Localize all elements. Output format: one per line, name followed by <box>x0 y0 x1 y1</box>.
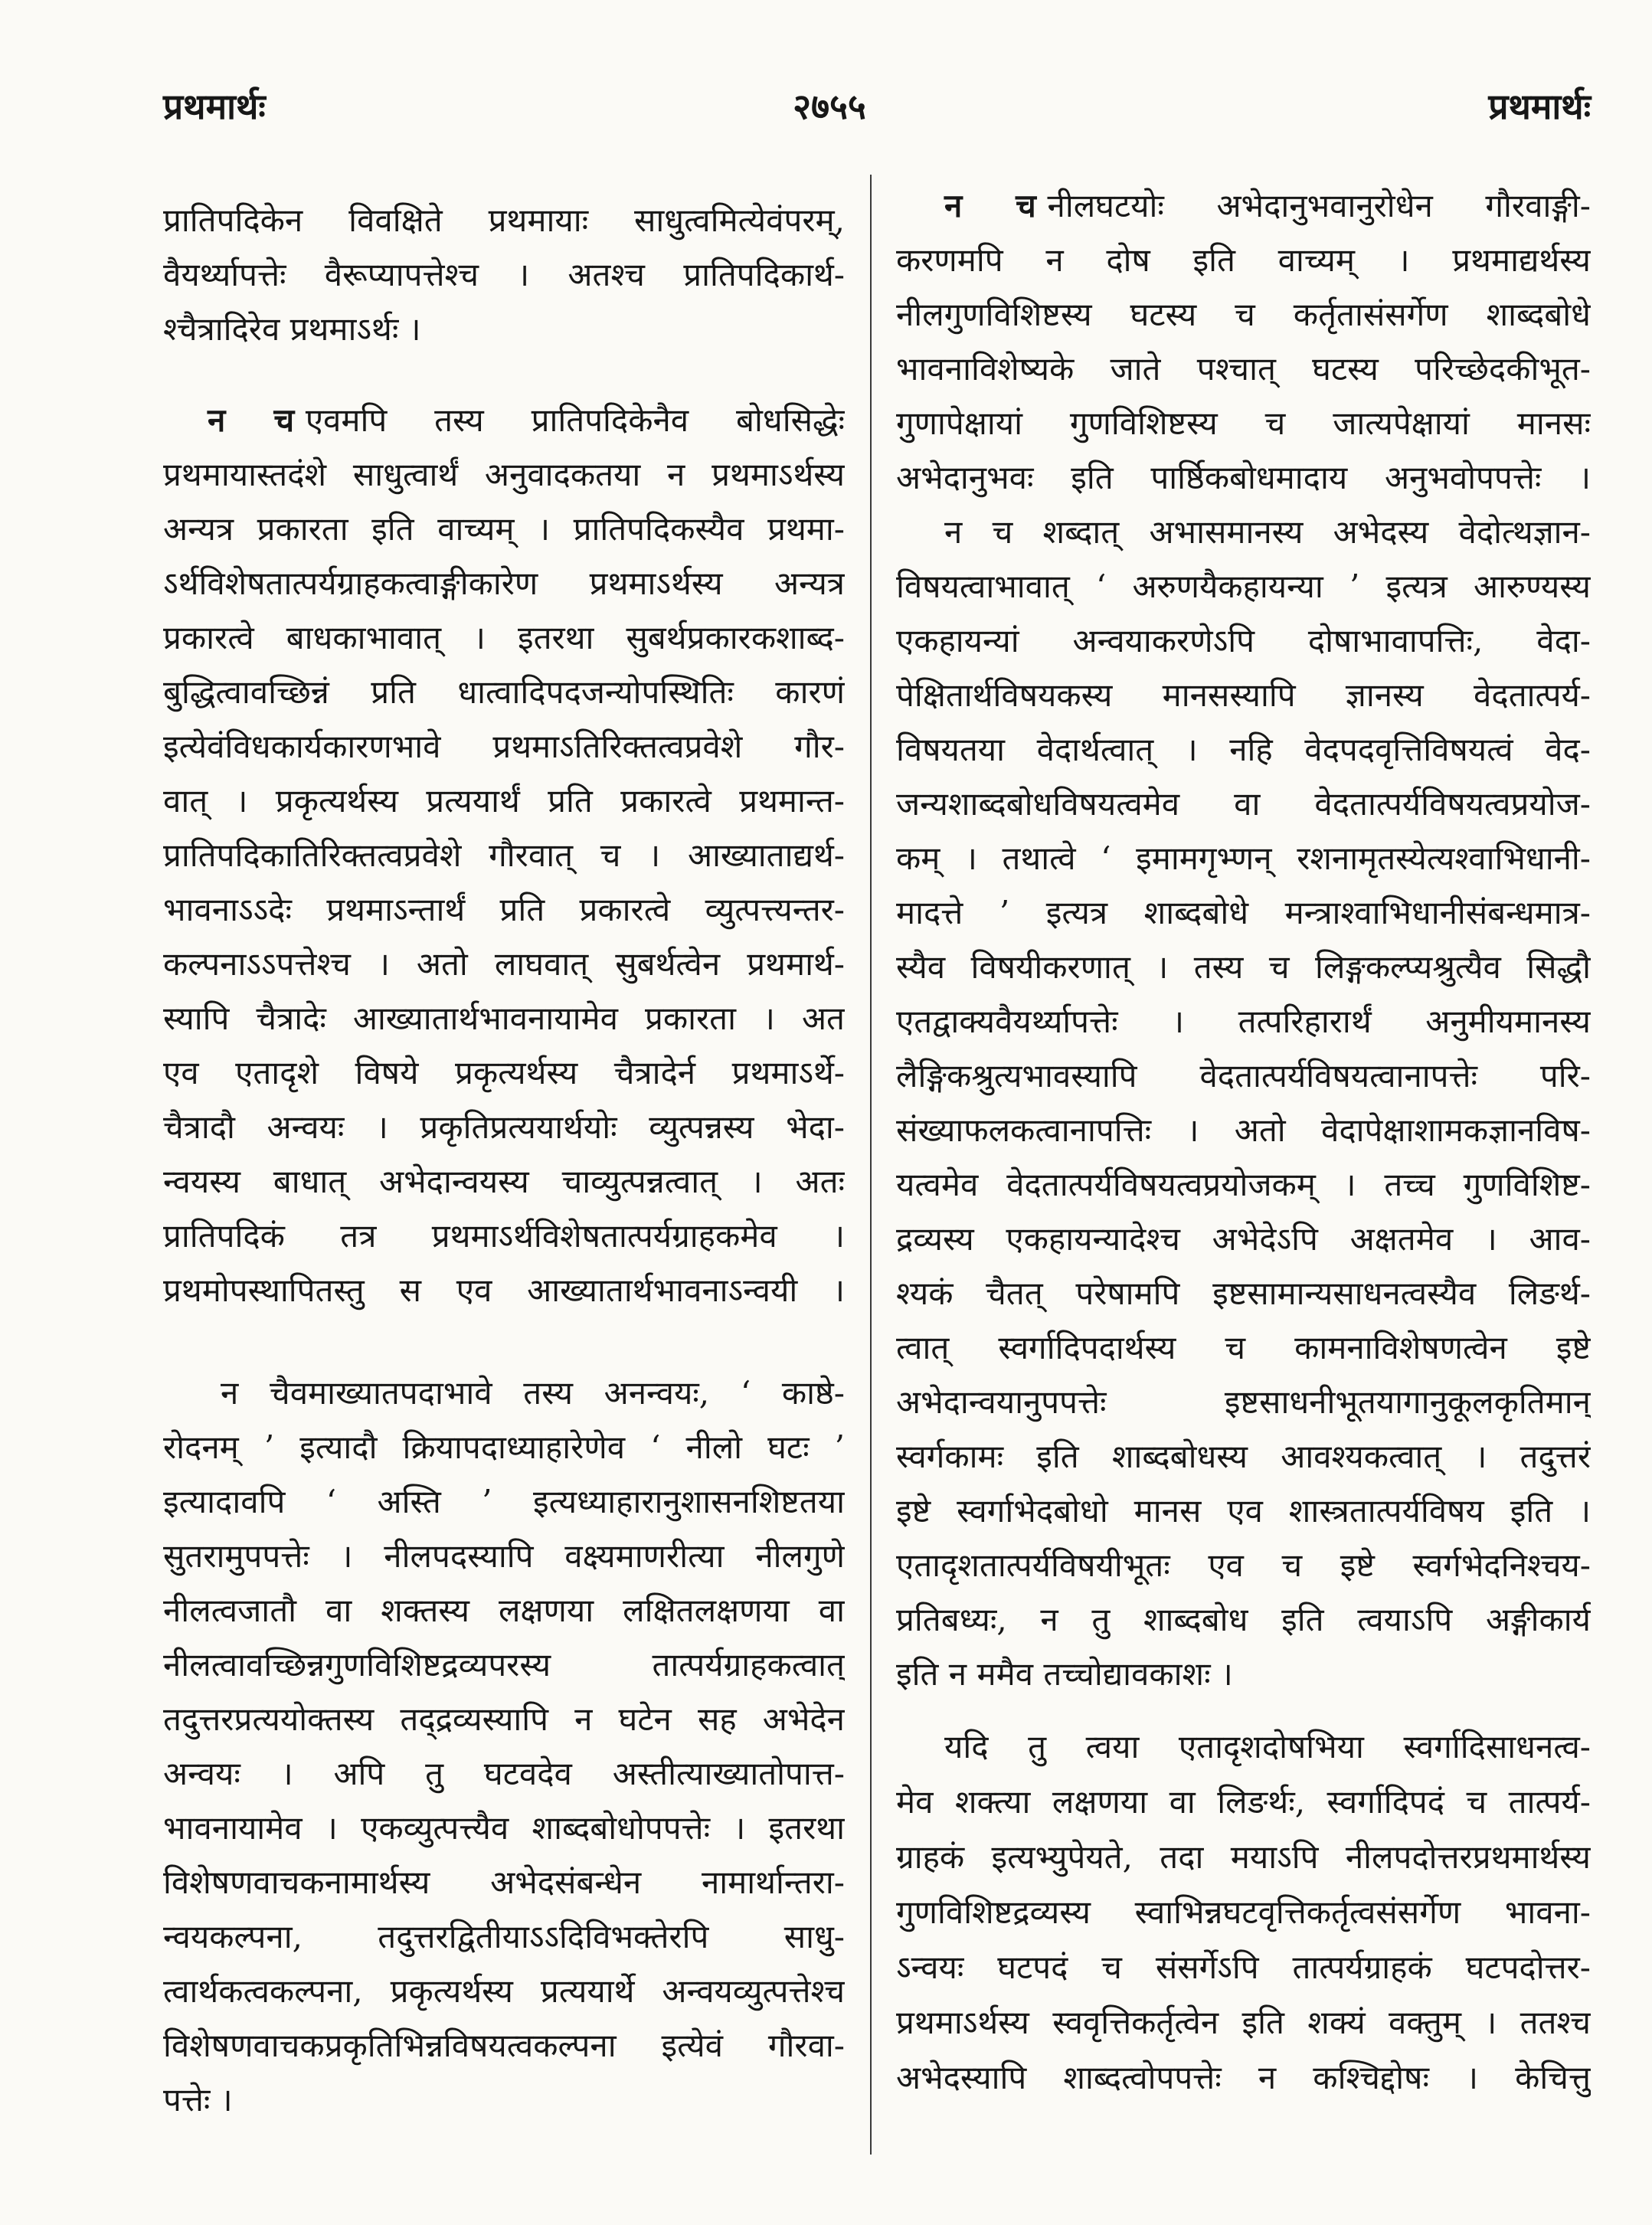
text-line: अन्यत्र प्रकारता इति वाच्यम् । प्रातिपदिकस्यैव प्रथमा- <box>163 510 845 548</box>
line-text: नीलघटयोः अभेदानुभवानुरोधेन गौरवाङ्गी- <box>1047 187 1591 224</box>
text-line: स्यापि चैत्रादेः आख्यातार्थभावनायामेव प्रकारता । अत <box>163 1000 845 1037</box>
text-line: मेव शक्त्या लक्षणया वा लिङर्थः, स्वर्गादिपदं च तात्पर्य- <box>896 1783 1591 1821</box>
paragraph <box>896 178 1591 505</box>
text-line: विषयत्वाभावात् ‘ अरुणयैकहायन्या ’ इत्यत्र आरुण्यस्य <box>896 568 1591 605</box>
text-line: न च शब्दात् अभासमानस्य अभेदस्य वेदोत्थज्ञान- <box>944 513 1591 551</box>
text-line: त्वार्थकत्वकल्पना, प्रकृत्यर्थस्य प्रत्ययार्थे अन्वयव्युत्पत्तेश्च <box>163 1972 845 2010</box>
text-line: वैयर्थ्यापत्तेः वैरूप्यापत्तेश्च । अतश्च प्रातिपदिकार्थ- <box>163 256 845 293</box>
page-number: २७५५ <box>793 86 866 127</box>
text-line: गुणापेक्षायां गुणविशिष्टस्य च जात्यपेक्षायां मानसः <box>896 404 1591 442</box>
text-line: भावनाविशेष्यके जाते पश्चात् घटस्य परिच्छेदकीभूत- <box>896 350 1591 388</box>
lead-phrase: न च <box>208 401 295 439</box>
text-line: तदुत्तरप्रत्ययोक्तस्य तद्द्रव्यस्यापि न घटेन सह अभेदेन <box>163 1700 845 1738</box>
text-line: इत्यादावपि ‘ अस्ति ’ इत्यध्याहारानुशासनशिष्टतया <box>163 1483 845 1520</box>
text-line: न्वयस्य बाधात् अभेदान्वयस्य चाव्युत्पन्नत्वात् । अतः <box>163 1163 845 1200</box>
text-line: भावनायामेव । एकव्युत्पत्त्यैव शाब्दबोधोपपत्तेः । इतरथा <box>163 1809 845 1847</box>
text-line: मादत्ते ’ इत्यत्र शाब्दबोधे मन्त्राश्वाभिधानीसंबन्धमात्र- <box>896 894 1591 931</box>
text-line: एतद्वाक्यवैयर्थ्यापत्तेः । तत्परिहारार्थं अनुमीयमानस्य <box>896 1003 1591 1040</box>
text-line: सुतरामुपपत्तेः । नीलपदस्यापि वक्ष्यमाणरीत्या नीलगुणे <box>163 1537 845 1575</box>
text-line: रोदनम् ’ इत्यादौ क्रियापदाध्याहारेणेव ‘ नीलो घटः ’ <box>163 1428 845 1466</box>
paragraph <box>163 1366 845 2127</box>
text-line: इष्टे स्वर्गाभेदबोधो मानस एव शास्त्रतात्पर्यविषय इति । <box>896 1492 1591 1530</box>
text-line: प्रातिपदिकेन विवक्षिते प्रथमायाः साधुत्वमित्येवंपरम्, <box>163 201 845 239</box>
text-line: ऽन्वयः घटपदं च संसर्गेऽपि तात्पर्यग्राहकं घटपदोत्तर- <box>896 1949 1591 1986</box>
text-line: नीलगुणविशिष्टस्य घटस्य च कर्तृतासंसर्गेण शाब्दबोधे <box>896 296 1591 333</box>
text-line: ऽर्थविशेषतात्पर्यग्राहकत्वाङ्गीकारेण प्रथमाऽर्थस्य अन्यत्र <box>163 564 845 602</box>
text-line: विशेषणवाचकनामार्थस्य अभेदसंबन्धेन नामार्थान्तरा- <box>163 1863 845 1901</box>
column-divider <box>870 175 872 2155</box>
lead-phrase: न च <box>944 187 1036 224</box>
text-line: श्यकं चैतत् परेषामपि इष्टसामान्यसाधनत्वस्यैव लिङर्थ- <box>896 1274 1591 1312</box>
text-line <box>163 393 845 447</box>
text-line: करणमपि न दोष इति वाच्यम् । प्रथमाद्यर्थस्य <box>896 241 1591 279</box>
line-text: एवमपि तस्य प्रातिपदिकेनैव बोधसिद्धेः <box>305 401 845 439</box>
text-line: कल्पनाऽऽपत्तेश्च । अतो लाघवात् सुबर्थत्वेन प्रथमार्थ- <box>163 945 845 983</box>
paragraph <box>163 193 845 356</box>
text-line: लैङ्गिकश्रुत्यभावस्यापि वेदतात्पर्यविषयत्वानापत्तेः परि- <box>896 1057 1591 1095</box>
text-line: एव एतादृशे विषये प्रकृत्यर्थस्य चैत्रादेर्न प्रथमाऽर्थे- <box>163 1054 845 1091</box>
paragraph <box>163 393 845 1317</box>
text-line: यदि तु त्वया एतादृशदोषभिया स्वर्गादिसाधनत्व- <box>944 1728 1591 1765</box>
text-line: विषयतया वेदार्थत्वात् । नहि वेदपदवृत्तिविषयत्वं वेद- <box>896 731 1591 768</box>
text-line: एकहायन्यां अन्वयाकरणेऽपि दोषाभावापत्तिः, वेदा- <box>896 622 1591 659</box>
paragraph <box>896 505 1591 1701</box>
text-line: प्रकारत्वे बाधकाभावात् । इतरथा सुबर्थप्रकारकशाब्द- <box>163 619 845 656</box>
text-line: स्वर्गकामः इति शाब्दबोधस्य आवश्यकत्वात् । तदुत्तरं <box>896 1438 1591 1475</box>
text-line: जन्यशाब्दबोधविषयत्वमेव वा वेदतात्पर्यविषयत्वप्रयोज- <box>896 785 1591 823</box>
text-line: प्रथमायास्तदंशे साधुत्वार्थं अनुवादकतया न प्रथमाऽर्थस्य <box>163 456 845 493</box>
text-line <box>896 178 1591 233</box>
text-line: अभेदानुभवः इति पार्ष्ठिकबोधमादाय अनुभवोपपत्तेः । <box>896 459 1591 496</box>
text-line: यत्वमेव वेदतात्पर्यविषयत्वप्रयोजकम् । तच्च गुणविशिष्ट- <box>896 1166 1591 1203</box>
right-column <box>896 178 1591 2106</box>
text-line: अभेदस्यापि शाब्दत्वोपपत्तेः न कश्चिद्दोषः । केचित्तु <box>896 2059 1591 2096</box>
text-line: इत्येवंविधकार्यकारणभावे प्रथमाऽतिरिक्तत्वप्रवेशे गौर- <box>163 728 845 765</box>
text-line: बुद्धित्वावच्छिन्नं प्रति धात्वादिपदजन्योपस्थितिः कारणं <box>163 673 845 711</box>
text-line: ग्राहकं इत्यभ्युपेयते, तदा मयाऽपि नीलपदोत्तरप्रथमार्थस्य <box>896 1838 1591 1876</box>
text-line: प्रातिपदिकं तत्र प्रथमाऽर्थविशेषतात्पर्यग्राहकमेव । <box>163 1217 845 1255</box>
text-line: स्यैव विषयीकरणात् । तस्य च लिङ्गकल्प्यश्रुत्यैव सिद्धौ <box>896 948 1591 986</box>
text-line: न्वयकल्पना, तदुत्तरद्वितीयाऽऽदिविभक्तेरपि साधु- <box>163 1918 845 1955</box>
text-line: प्रातिपदिकातिरिक्तत्वप्रवेशे गौरवात् च । आख्याताद्यर्थ- <box>163 836 845 874</box>
text-line: पत्तेः । <box>163 2081 233 2119</box>
text-line: प्रथमाऽर्थस्य स्ववृत्तिकर्तृत्वेन इति शक्यं वक्तुम् । ततश्च <box>896 2004 1591 2041</box>
text-line: द्रव्यस्य एकहायन्यादेश्च अभेदेऽपि अक्षतमेव । आव- <box>896 1220 1591 1258</box>
text-line: त्वात् स्वर्गादिपदार्थस्य च कामनाविशेषणत्वेन इष्टे <box>896 1329 1591 1366</box>
text-line: अभेदान्वयानुपपत्तेः इष्टसाधनीभूतयागानुकूलकृतिमान् <box>896 1383 1591 1421</box>
text-line: नीलत्वावच्छिन्नगुणविशिष्टद्रव्यपरस्य तात्पर्यग्राहकत्वात् <box>163 1646 845 1683</box>
text-line: नीलत्वजातौ वा शक्तस्य लक्षणया लक्षितलक्षणया वा <box>163 1592 845 1629</box>
text-line: कम् । तथात्वे ‘ इमामगृभ्णन् रशनामृतस्येत्यश्वाभिधानी- <box>896 839 1591 877</box>
text-line: चैत्रादौ अन्वयः । प्रकृतिप्रत्ययार्थयोः व्युत्पन्नस्य भेदा- <box>163 1108 845 1146</box>
text-line: प्रतिबध्यः, न तु शाब्दबोध इति त्वयाऽपि अङ्गीकार्य <box>896 1601 1591 1638</box>
paragraph <box>896 1719 1591 2106</box>
text-line: विशेषणवाचकप्रकृतिभिन्नविषयत्वकल्पना इत्येवं गौरवा- <box>163 2027 845 2064</box>
text-line: अन्वयः । अपि तु घटवदेव अस्तीत्याख्यातोपात्त- <box>163 1755 845 1792</box>
text-line: पेक्षितार्थविषयकस्य मानसस्यापि ज्ञानस्य वेदतात्पर्य- <box>896 676 1591 714</box>
text-line: भावनाऽऽदेः प्रथमाऽन्तार्थं प्रति प्रकारत्वे व्युत्पत्त्यन्तर- <box>163 891 845 928</box>
text-line: वात् । प्रकृत्यर्थस्य प्रत्ययार्थं प्रति प्रकारत्वे प्रथमान्त- <box>163 782 845 820</box>
text-line: संख्याफलकत्वानापत्तिः । अतो वेदापेक्षाशामकज्ञानविष- <box>896 1111 1591 1149</box>
text-line: एतादृशतात्पर्यविषयीभूतः एव च इष्टे स्वर्गभेदनिश्चय- <box>896 1546 1591 1584</box>
running-header-right: प्रथमार्थः <box>1488 86 1591 127</box>
text-line: इति न ममैव तच्चोद्यावकाशः । <box>896 1655 1233 1693</box>
left-column <box>163 193 845 2127</box>
text-line: गुणविशिष्टद्रव्यस्य स्वाभिन्नघटवृत्तिकर्तृत्वसंसर्गेण भावना- <box>896 1893 1591 1931</box>
running-header-left: प्रथमार्थः <box>163 86 266 127</box>
text-line: प्रथमोपस्थापितस्तु स एव आख्यातार्थभावनाऽन्वयी । <box>163 1271 845 1309</box>
text-line: श्चैत्रादिरेव प्रथमाऽर्थः । <box>163 310 421 348</box>
text-line: न चैवमाख्यातपदाभावे तस्य अनन्वयः, ‘ काष्ठे- <box>221 1374 845 1412</box>
